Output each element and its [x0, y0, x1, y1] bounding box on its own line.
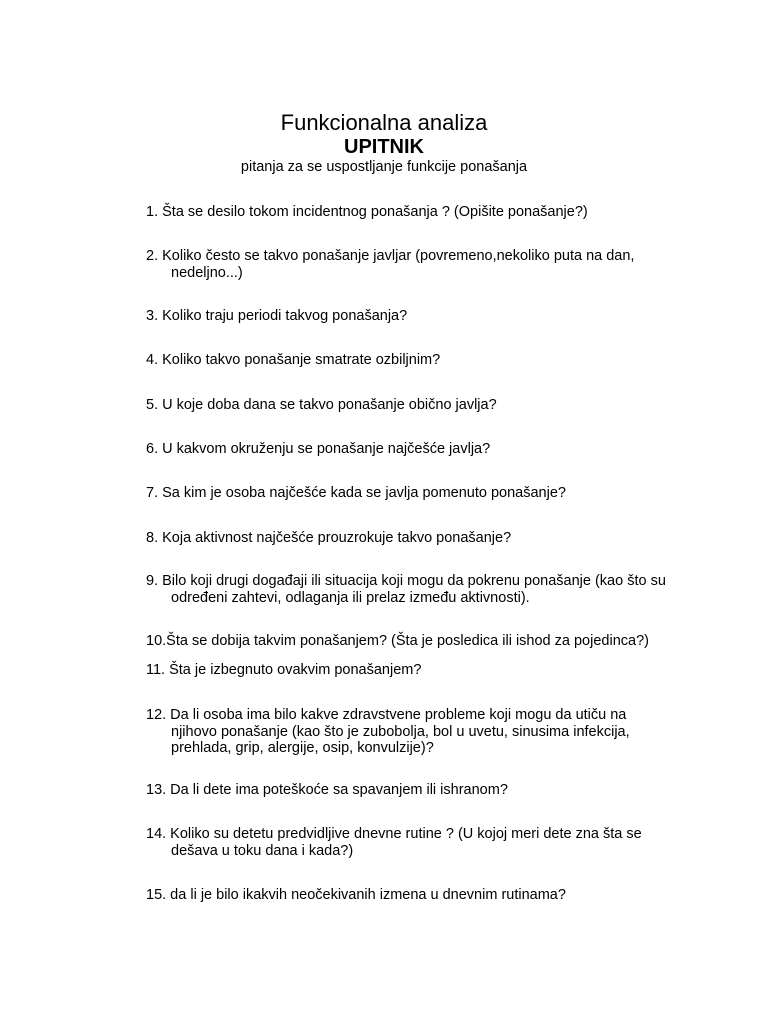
question-5-text: 5. U koje doba dana se takvo ponašanje obično javlja?: [146, 397, 497, 413]
document-subtitle: UPITNIK: [344, 136, 424, 158]
document-caption: pitanja za se uspostljanje funkcije ponašanja: [240, 159, 528, 175]
question-12-text: 12. Da li osoba ima bilo kakve zdravstvene probleme koji mogu da utiču na: [146, 707, 627, 723]
question-4: [146, 352, 706, 369]
question-7: [146, 485, 706, 502]
question-11: [146, 662, 706, 679]
question-5: [146, 397, 706, 414]
question-14-continuation: dešava u toku dana i kada?): [171, 842, 354, 859]
question-12-continuation-1: njihovo ponašanje (kao što je zubobolja, bol u uvetu, sinusima infekcija,: [171, 723, 630, 740]
question-12: [146, 707, 706, 757]
question-11-text: 11. Šta je izbegnuto ovakvim ponašanjem?: [146, 662, 422, 678]
question-13-text: 13. Da li dete ima poteškoće sa spavanjem ili ishranom?: [146, 782, 508, 798]
question-10: [146, 633, 706, 650]
question-9-text: 9. Bilo koji drugi događaji ili situacija koji mogu da pokrenu ponašanje (kao što su: [146, 573, 666, 589]
question-9: [146, 573, 706, 606]
question-3: [146, 308, 706, 325]
question-15-text: 15. da li je bilo ikakvih neočekivanih izmena u dnevnim rutinama?: [146, 887, 566, 903]
question-14: [146, 826, 706, 859]
document-title: Funkcionalna analiza: [280, 110, 488, 135]
question-8: [146, 530, 706, 547]
question-1-text: 1. Šta se desilo tokom incidentnog ponašanja ? (Opišite ponašanje?): [146, 204, 588, 220]
question-6-text: 6. U kakvom okruženju se ponašanje najčešće javlja?: [146, 441, 491, 457]
question-7-text: 7. Sa kim je osoba najčešće kada se javlja pomenuto ponašanje?: [146, 485, 566, 501]
question-14-text: 14. Koliko su detetu predvidljive dnevne rutine ? (U kojoj meri dete zna šta se: [146, 826, 642, 842]
question-2-continuation: nedeljno...): [171, 264, 243, 281]
question-15: [146, 887, 706, 904]
question-9-continuation: određeni zahtevi, odlaganja ili prelaz između aktivnosti).: [171, 589, 530, 606]
question-1: [146, 204, 706, 221]
question-3-text: 3. Koliko traju periodi takvog ponašanja?: [146, 308, 408, 324]
question-8-text: 8. Koja aktivnost najčešće prouzrokuje takvo ponašanje?: [146, 530, 512, 546]
question-4-text: 4. Koliko takvo ponašanje smatrate ozbiljnim?: [146, 352, 441, 368]
question-13: [146, 782, 706, 799]
question-2: [146, 248, 706, 281]
question-12-continuation-2: prehlada, grip, alergije, osip, konvulzije)?: [171, 740, 434, 756]
question-10-text: 10.Šta se dobija takvim ponašanjem? (Šta je posledica ili ishod za pojedinca?): [146, 633, 649, 649]
question-2-text: 2. Koliko često se takvo ponašanje javljar (povremeno,nekoliko puta na dan,: [146, 248, 635, 264]
question-6: [146, 441, 706, 458]
